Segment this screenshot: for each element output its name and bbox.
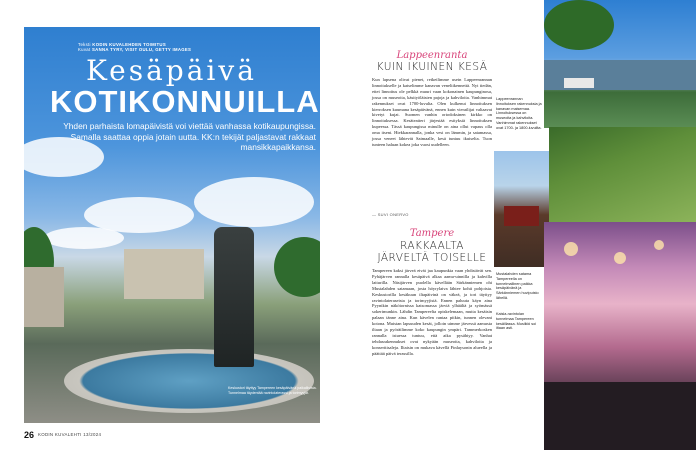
lappeenranta-body: Kun lapsena olivat pienet, retkeilimme usein Lappeenrannan linnoitukselle ja katselimme kanavan veneliikennettä. Nyt tiedän, ettei linnoitus ole pelkkä muuri vaan kokonainen kaupunginosa, jossa on museoita, käsityöläisten pajoja ja kahviloita. Vanhimmat rakennukset ovat 1700-luvulta. Olen kulkenut linnoituksen kierroksen kuumana kesäpäivänä, ennen kuin vierailijat valtaavat kivetyt kujat. Suomen vanhin ortodoksinen kirkko on linnoituksessa. Kesäteatteri järjestää esityksiä linnoituksen kupeessa. Tässä kaupungissa minulle on aina ollut vapaus olla oma itseni. Hiekkarannalla, jonka vesi on lämmin, ja satamassa, jossa veneet lähtevät Saimaalle, kesä tuntuu ikuiselta. Tuon tunteen haluan kokea joka vuosi uudelleen. [372, 77, 492, 147]
magazine-name: KODIN KUVALEHTI 13/2024 [38, 432, 102, 437]
tampere-body: Tampereen kaksi järveä eivät jaa kaupunkia vaan yhdistävät sen. Pyhäjärven rannalla kesäpäivä alkaa aamu-uinnilla ja kahvilla laiturilla. Näsijärven puolella kävellään Särkänniemen ohi Mustalahden satamaan, josta höyrylaiva lähtee kohti pohjoista. Keskustorilla kesäkuun iltapäivinä on väkeä, ja tori täyttyy ravintolateraseista ja torimyyjistä. Ennen paluuta käyn aina Pyynikin näkötornissa katsomassa järviä ylhäältä ja syömässä sokerimunkin. Lähdin Tampereelta opiskelemaan, mutta kesäisin palaan tänne aina. Kun kävelen rantaa pitkin, tunnen olevani kotona. Muistan lapsuuden kesät, jolloin uimme järvessä aamusta iltaan ja pyöräilimme koko kaupungin ympäri. Tammerkosken rannalla istuessa tuntuu, että aika pysähtyy. Vanhat tehdasrakennukset ovat nykyään museoita, kahviloita ja konserttisaleja. Iltaisin on mukava kävellä Finlaysonin alueella ja päättää päivä terassilla. [372, 268, 492, 356]
park-photo [549, 127, 696, 222]
title-line2: KOTIKONNUILLA [50, 84, 320, 119]
lappeenranta-photo [544, 0, 696, 128]
lede: Yhden parhaista lomapäivistä voi viettää vanhassa kotikaupungissa. Samalla saattaa oppia jotain uutta. KK:n tekijät paljastavat rakkaat mansikkapaikkansa. [63, 121, 316, 153]
lappeenranta-headline: KUIN IKUINEN KESÄ [376, 61, 488, 73]
tampere-headline: RAKKAALTA JÄRVELTÄ TOISELLE [377, 240, 487, 264]
photo-credit: Teksti KODIN KUVALEHDEN TOIMITUS Kuvat SANNA TYRY, VISIT OULU, GETTY IMAGES [78, 42, 192, 52]
caption-lappeenranta: Lappeenrannan linnoituksen rakennuksia ja kanavan maisemaa. Linnoituksessa on museoita ja kahviloita. Vanhimmat rakennukset ovat 1700- ja 1800-luvuilta. [496, 97, 542, 130]
tampere-kicker: Tampere [409, 228, 455, 239]
lappeenranta-byline: — SUVI ONERVO [372, 212, 409, 217]
title-line1: Kesäpäivä [86, 54, 257, 87]
boat-photo [494, 151, 549, 267]
hero-caption: Keskustori täyttyy Tampereen kesäpäivänä paikallisista. Tunnelmaa täydentää ravintolaterassi ja torimyyjät. [228, 386, 317, 395]
caption-tampere-concert: Kaisla-ravintolan tunnelmaa Tampereen kesäillassa. Musiikki soi iltaan asti. [496, 312, 537, 331]
lappeenranta-kicker: Lappeenranta [396, 50, 468, 61]
page-number: 26 [24, 430, 35, 440]
concert-photo [544, 222, 696, 450]
caption-tampere-boat: Mustalahden satama Tampereella on tunnelmallinen paikka kesäpäivänä ja Särkänniemen huvipuisto lähellä. [496, 272, 539, 300]
